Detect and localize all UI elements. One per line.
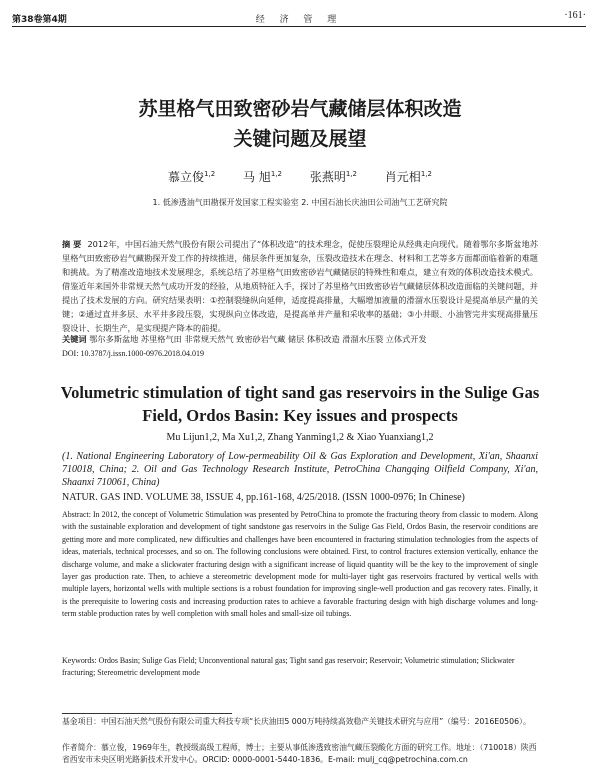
author-4: 肖元相$^{1,2}$ xyxy=(384,170,432,184)
author-2: 马 旭$^{1,2}$ xyxy=(243,170,282,184)
title-english: Volumetric stimulation of tight sand gas reservoirs in the Sulige Gas Field, Ordos Basin: Key issues and prospects xyxy=(60,383,540,425)
affiliations-english: (1. National Engineering Laboratory of Low-permeability Oil & Gas Exploration and Development, Xi'an, Shaanxi 710018, China; 2. Oil and Gas Technology Research Institute, PetroChina Changqing Oilfield Company, Xi'an, Shaanxi 710061, China) xyxy=(62,451,538,488)
footnote-funding: 基金项目：中国石油天然气股份有限公司重大科技专项“长庆油田5 000万吨持续高效稳产关键技术研究与应用”（编号：2016E0506）。 xyxy=(62,717,531,726)
keywords-english: Keywords: Ordos Basin; Sulige Gas Field; Unconventional natural gas; Tight sand gas reservoir; Reservoir; Volumetric stimulation; Slickwater fracturing; Stereometric development mode xyxy=(62,656,515,678)
abstract-label-cn: 摘 要 xyxy=(62,239,82,249)
abstract-english xyxy=(62,509,538,621)
affiliations-chinese: 1. 低渗透油气田勘探开发国家工程实验室 2. 中国石油长庆油田公司油气工艺研究院 xyxy=(152,198,448,207)
footnote-rule xyxy=(62,713,232,714)
authors-chinese xyxy=(0,168,600,185)
author-1: 慕立俊$^{1,2}$ xyxy=(168,170,216,184)
footnote-author: 作者简介：慕立俊，1969年生，教授级高级工程师，博士；主要从事低渗透致密油气藏压裂酸化方面的研究工作。地址：（710018）陕西省西安市未央区明光路新技术开发中心。ORCID: 0000-0001-5440-1836。E-mail: mulj_cq@petrochina.com.cn xyxy=(62,743,537,764)
abstract-label-en: Abstract: xyxy=(62,510,91,519)
abstract-text-en: In 2012, the concept of Volumetric Stimulation was presented by PetroChina to promote the fracturing theory from classic to modern. Along with the sustainable exploration and development of tight sandstone gas reservoirs in the Sulige Gas Field, Ordos Basin, the reservoir conditions are getting more and more complicated, new difficulties and challenges have been encountered in fracturing stimulation technologies from the aspects of ideas, materials, technical processes, and so on. The following conclusions were obtained. First, to control fractures extension vertically, enhance the discharge volume, and make a slickwater fracturing design with a significant increase of liquid quantity will be the key to the improvement of single layer gas production rate. Then, to achieve a stereometric development mode for multi-layer tight gas reservoirs fractured by vertical wells with multiple layers, horizontal wells with multiple sections is a robust foundation for improving single-well production and gas recovery rates. Finally, it is the prerequisite to lowering costs and increasing production rates to achieve a favorable fracturing design with high discharge volumes and long-term stable production rates by well completion with small holes and small-size oil tubings. xyxy=(62,510,538,619)
volume-issue: 第38卷第4期 xyxy=(12,15,67,25)
journal-name-header: 经 济 管 理 xyxy=(255,15,343,25)
page-number: ·161· xyxy=(564,10,586,21)
author-3: 张燕明$^{1,2}$ xyxy=(309,170,357,184)
journal-citation: NATUR. GAS IND. VOLUME 38, ISSUE 4, pp.161-168, 4/25/2018. (ISSN 1000-0976; In Chinese) xyxy=(62,492,465,503)
authors-english: Mu Lijun1,2, Ma Xu1,2, Zhang Yanming1,2 & Xiao Yuanxiang1,2 xyxy=(166,432,434,443)
keywords-chinese: 关键词 鄂尔多斯盆地 苏里格气田 非常规天然气 致密砂岩气藏 储层 体积改造 滑溜水压裂 立体式开发 xyxy=(62,334,427,344)
abstract-text-cn: 2012年，中国石油天然气股份有限公司提出了“体积改造”的技术理念，促使压裂理论从经典走向现代。随着鄂尔多斯盆地苏里格气田致密砂岩气藏勘探开发工作的持续推进，储层条件更加复杂，压裂改造技术在理念、材料和工艺等多方面都面临着新的难题和挑战。为了精准改造地技术发展理念，系统总结了苏里格气田致密砂岩气藏储层的特殊性和难点，建立有效的体积改造技术模式。借鉴近年来国外非常规天然气成功开发的经验，从地质特征入手，探讨了苏里格气田致密砂岩气藏储层体积改造面临的关键问题，并提出了技术发展的方向。研究结果表明：①控制裂缝纵向延伸，适度提高排量，大幅增加液量的滑溜水压裂设计是提高单层产量的关键；②通过直井多层、水平井多段压裂，实现纵向立体改造，是提高单井产量和采收率的基础；③小井眼、小油管完井实现高排量压裂设计、长期生产，是实现提产降本的前提。 xyxy=(62,239,538,333)
header-rule xyxy=(12,26,586,27)
title-chinese-line1: 苏里格气田致密砂岩气藏储层体积改造 xyxy=(138,98,462,120)
running-header xyxy=(12,10,586,26)
title-chinese xyxy=(0,94,600,154)
doi: DOI: 10.3787/j.issn.1000-0976.2018.04.019 xyxy=(62,349,204,358)
title-chinese-line2: 关键问题及展望 xyxy=(233,128,367,150)
abstract-chinese xyxy=(62,237,538,335)
